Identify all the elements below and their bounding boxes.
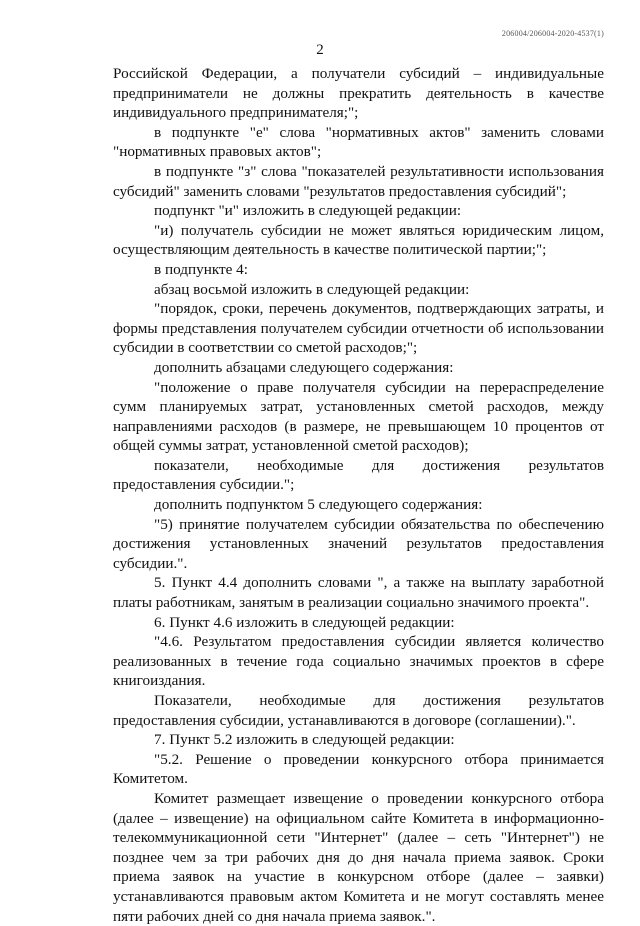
document-id: 206004/206004-2020-4537(1) <box>501 29 604 38</box>
paragraph-14: 5. Пункт 4.4 дополнить словами ", а также на выплату заработной платы работникам, занятым в реализации социально значимого проекта". <box>113 574 604 612</box>
paragraph-20: Комитет размещает извещение о проведении конкурсного отбора (далее – извещение) на официальном сайте Комитета в информационно-телекоммуникационной сети "Интернет" (далее – сеть "Интернет") не позднее чем за три рабочих дня до дня начала приема заявок. Сроки приема заявок на участие в конкурсном отборе (далее – заявки) устанавливаются правовым актом Комитета и не могут составлять менее пяти рабочих дней со дня начала приема заявок.". <box>113 789 604 925</box>
paragraph-1: Российской Федерации, а получатели субсидий – индивидуальные предприниматели не должны прекратить деятельность в качестве индивидуального предпринимателя;"; <box>113 65 604 122</box>
paragraph-13: "5) принятие получателем субсидии обязательства по обеспечению достижения установленных значений результатов предоставления субсидии.". <box>113 515 604 572</box>
paragraph-7: абзац восьмой изложить в следующей редакции: <box>154 280 470 298</box>
paragraph-6: в подпункте 4: <box>154 260 248 278</box>
paragraph-3: в подпункте "з" слова "показателей результативности использования субсидий" заменить словами "результатов предоставления субсидий"; <box>113 162 604 200</box>
paragraph-9: дополнить абзацами следующего содержания: <box>154 358 454 376</box>
paragraph-18: 7. Пункт 5.2 изложить в следующей редакции: <box>154 731 455 749</box>
paragraph-17: Показатели, необходимые для достижения результатов предоставления субсидии, устанавливаются в договоре (соглашении).". <box>113 692 604 729</box>
paragraph-8: "порядок, сроки, перечень документов, подтверждающих затраты, и формы представления получателем субсидии отчетности об использовании субсидии в соответствии со сметой расходов;"; <box>113 300 604 357</box>
paragraph-16: "4.6. Результатом предоставления субсидии является количество реализованных в течение года социально значимых проектов в сфере книгоиздания. <box>113 633 604 690</box>
paragraph-4: подпункт "и" изложить в следующей редакции: <box>154 202 462 220</box>
page-number: 2 <box>316 42 324 58</box>
paragraph-19: "5.2. Решение о проведении конкурсного отбора принимается Комитетом. <box>113 750 604 788</box>
paragraph-2: в подпункте "е" слова "нормативных актов" заменить словами "нормативных правовых актов"; <box>113 123 604 161</box>
paragraph-5: "и) получатель субсидии не может являться юридическим лицом, осуществляющим деятельность в качестве политической партии;"; <box>113 221 604 259</box>
paragraph-15: 6. Пункт 4.6 изложить в следующей редакции: <box>154 613 455 631</box>
paragraph-11: показатели, необходимые для достижения результатов предоставления субсидии."; <box>113 456 604 494</box>
document-body <box>113 64 604 926</box>
paragraph-12: дополнить подпунктом 5 следующего содержания: <box>154 496 483 514</box>
paragraph-10: "положение о праве получателя субсидии на перераспределение сумм планируемых затрат, установленных сметой расходов, между направлениями расходов (в размере, не превышающем 10 процентов от общей суммы затрат, установленной сметой расходов); <box>113 378 604 455</box>
